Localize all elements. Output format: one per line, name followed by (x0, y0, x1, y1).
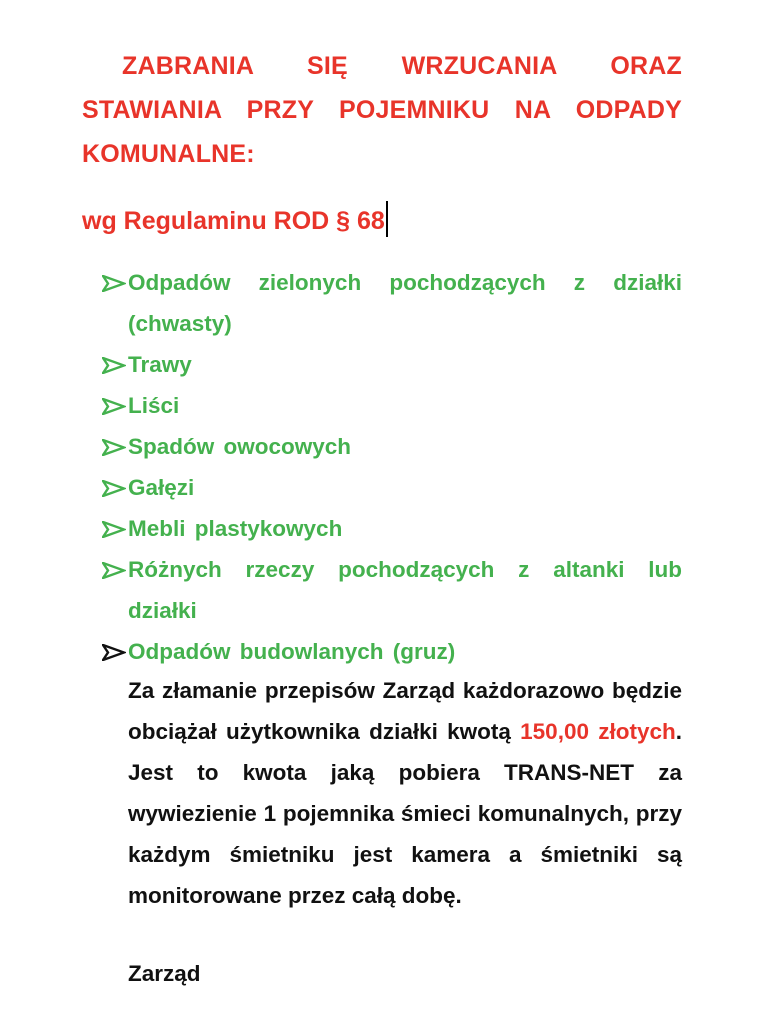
signature: Zarząd (128, 961, 201, 986)
prohibited-items-list (102, 262, 682, 672)
list-item-label: Odpadów budowlanych (gruz) (128, 639, 456, 664)
list-item (102, 262, 682, 344)
list-item (102, 426, 682, 467)
arrow-bullet-icon (102, 398, 126, 415)
list-item (102, 508, 682, 549)
arrow-bullet-icon (102, 480, 126, 497)
list-item-label: Różnych rzeczy pochodzących z altanki lub działki (128, 557, 682, 623)
text-cursor (386, 201, 388, 237)
list-item-label: Mebli plastykowych (128, 516, 343, 541)
penalty-amount: 150,00 złotych (520, 719, 676, 744)
list-item (102, 385, 682, 426)
arrow-bullet-icon (102, 562, 126, 579)
regulation-reference-text: wg Regulaminu ROD § 68 (82, 207, 385, 235)
list-item (102, 344, 682, 385)
arrow-bullet-icon (102, 357, 126, 374)
penalty-notice (128, 670, 682, 916)
list-item-label: Gałęzi (128, 475, 195, 500)
list-item-label: Trawy (128, 352, 192, 377)
penalty-notice-text: Za złamanie przepisów Zarząd każdorazowo będzie obciążał użytkownika działki kwotą (128, 678, 682, 744)
regulation-reference (82, 196, 388, 246)
arrow-bullet-icon (102, 275, 126, 292)
list-item-label: Spadów owocowych (128, 434, 352, 459)
arrow-bullet-icon (102, 521, 126, 538)
arrow-bullet-icon (102, 644, 126, 661)
list-item-label: Liści (128, 393, 180, 418)
list-item-label: Odpadów zielonych pochodzących z działki (chwasty) (128, 270, 682, 336)
page-heading: ZABRANIA SIĘ WRZUCANIA ORAZ STAWIANIA PRZY POJEMNIKU NA ODPADY KOMUNALNE: (82, 52, 682, 168)
penalty-notice-text-continued: . Jest to kwota jaką pobiera TRANS-NET za wywiezienie 1 pojemnika śmieci komunalnych, przy każdym śmietniku jest kamera a śmietniki są monitorowane przez całą dobę. (128, 719, 683, 908)
arrow-bullet-icon (102, 439, 126, 456)
list-item (102, 467, 682, 508)
list-item (102, 549, 682, 631)
list-item (102, 631, 682, 672)
